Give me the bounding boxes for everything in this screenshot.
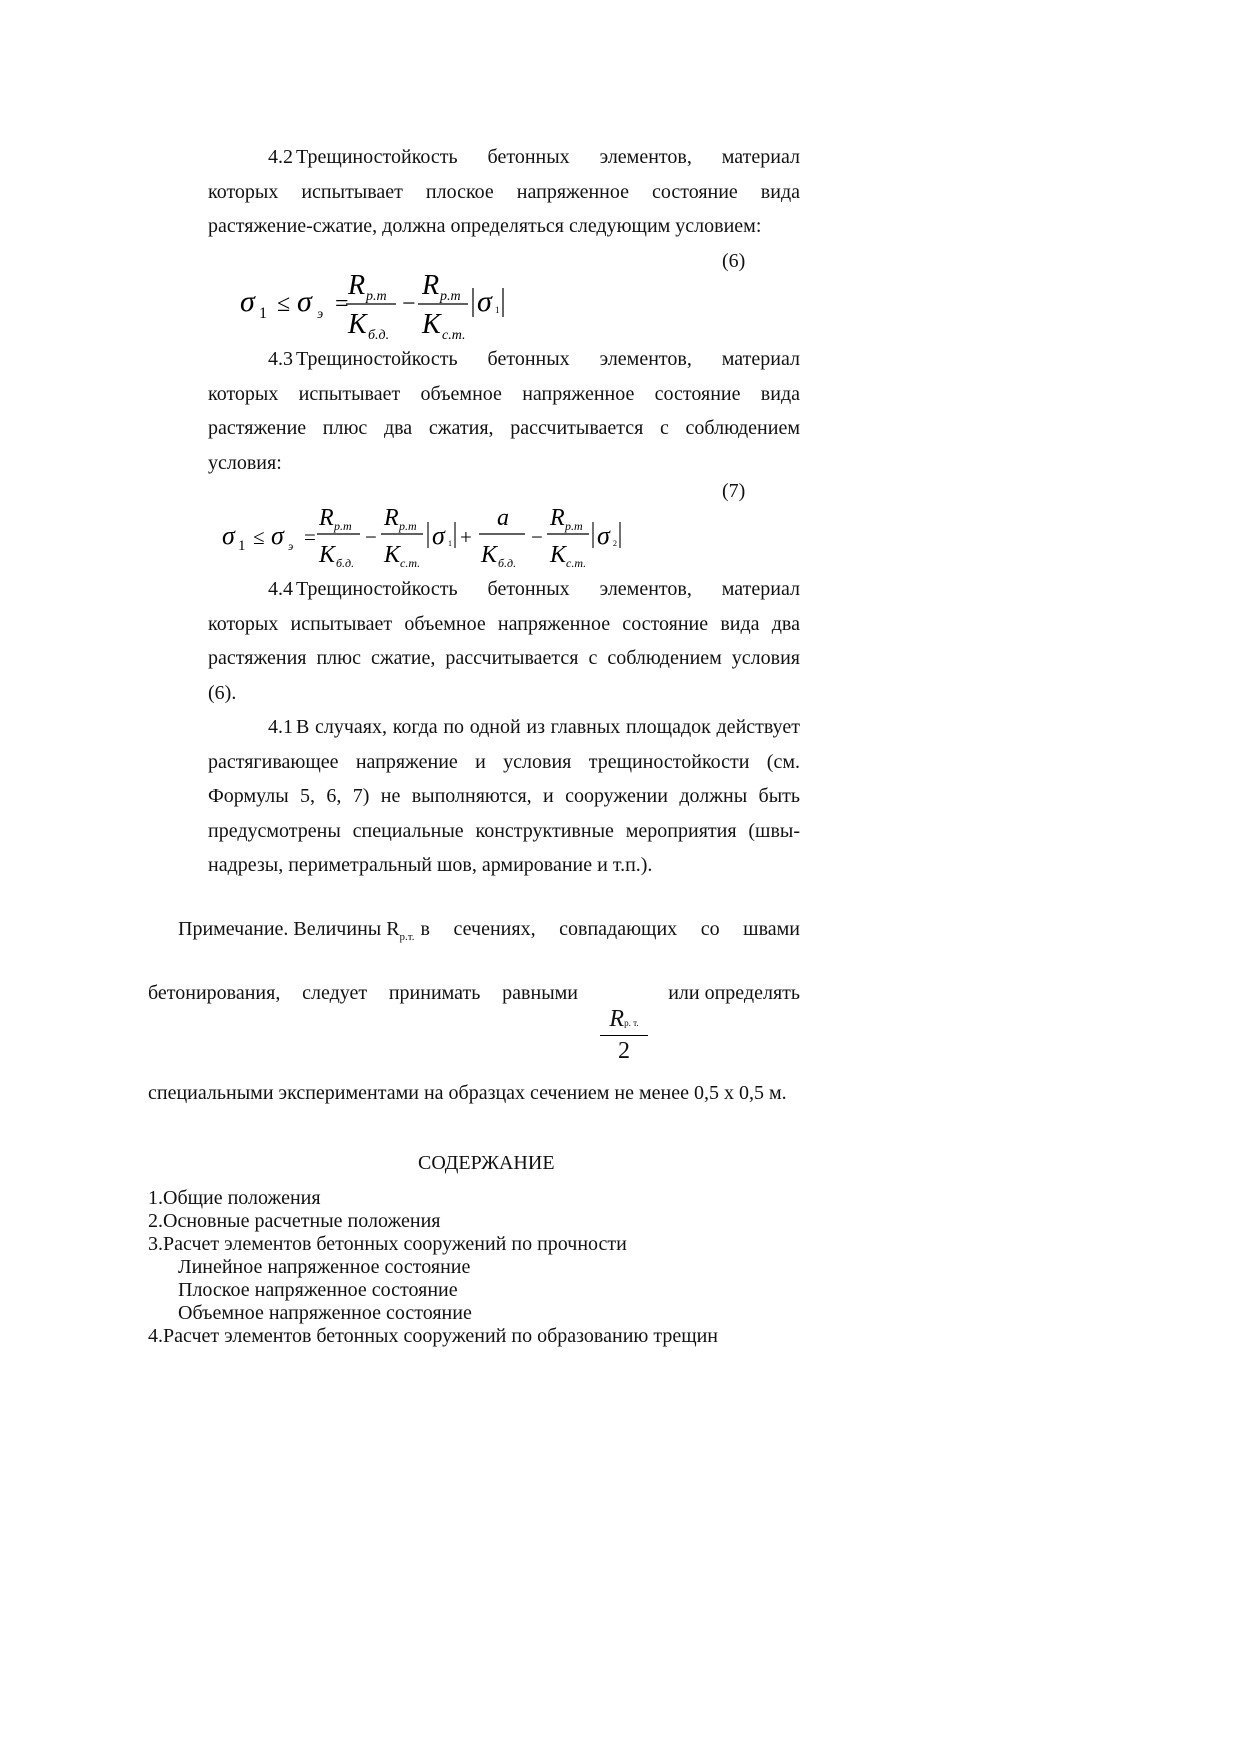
svg-text:K: K	[384, 542, 401, 568]
svg-text:р.т: р.т	[366, 289, 387, 304]
svg-text:σ: σ	[297, 285, 312, 318]
svg-text:≤: ≤	[253, 525, 265, 549]
paragraph-text: Трещиностойкость бетонных элементов, материал которых испытывает плоское напряженное состояние вида растяжение-сжатие, должна определяться следующим условием:	[208, 146, 800, 237]
contents-item[interactable]: 4.Расчет элементов бетонных сооружений по образованию трещин	[148, 1325, 718, 1347]
svg-text:1: 1	[259, 305, 267, 322]
section-number: 4.2	[268, 146, 293, 168]
formula-6	[240, 266, 540, 342]
paragraph-4-4	[208, 572, 800, 710]
svg-text:a: a	[497, 505, 509, 531]
svg-text:б.д.: б.д.	[368, 328, 390, 342]
equation-number: (6)	[722, 250, 746, 272]
svg-text:K: K	[422, 309, 441, 340]
svg-text:R: R	[422, 270, 440, 301]
contents-item[interactable]: 3.Расчет элементов бетонных сооружений по прочности	[148, 1233, 627, 1255]
svg-text:с.т.: с.т.	[566, 556, 587, 570]
svg-text:K: K	[348, 309, 367, 340]
contents-heading: СОДЕРЖАНИЕ	[418, 1152, 555, 1174]
contents-item[interactable]: 1.Общие положения	[148, 1187, 321, 1209]
note-line-2: бетонирования, следует принимать равными или определять	[148, 982, 800, 1004]
svg-text:K: K	[319, 542, 336, 568]
paragraph-text: Трещиностойкость бетонных элементов, материал которых испытывает объемное напряженное состояние вида растяжение плюс два сжатия, рассчитывается с соблюдением условия:	[208, 348, 800, 474]
paragraph-4-1	[208, 710, 800, 883]
sigma-symbol: σ	[240, 285, 255, 318]
svg-text:K: K	[550, 542, 567, 568]
svg-text:≤: ≤	[277, 291, 291, 317]
svg-text:R: R	[348, 270, 366, 301]
svg-text:р.т: р.т	[565, 519, 583, 533]
svg-text:−: −	[402, 291, 416, 317]
note-line-3: специальными экспериментами на образцах сечением не менее 0,5 х 0,5 м.	[148, 1082, 787, 1104]
svg-text:=: =	[304, 525, 316, 549]
note-fraction: Rр. т. 2	[600, 1006, 648, 1066]
svg-text:р.т: р.т	[440, 289, 461, 304]
note-line-1: Примечание. Величины $R_{р.т.}$ в сечениях, совпадающих со швами	[178, 918, 800, 943]
svg-text:R: R	[319, 505, 334, 531]
svg-text:р.т: р.т	[334, 519, 352, 533]
svg-text:σ: σ	[222, 521, 235, 550]
svg-text:σ: σ	[432, 521, 445, 550]
svg-text:R: R	[550, 505, 565, 531]
svg-text:р.т: р.т	[399, 519, 417, 533]
svg-text:1: 1	[495, 305, 500, 315]
contents-subitem[interactable]: Объемное напряженное состояние	[178, 1302, 472, 1324]
svg-text:с.т.: с.т.	[400, 556, 421, 570]
contents-subitem[interactable]: Плоское напряженное состояние	[178, 1279, 458, 1301]
svg-text:2: 2	[613, 539, 617, 548]
svg-text:э: э	[288, 539, 294, 553]
svg-text:−: −	[365, 525, 377, 549]
svg-text:−: −	[531, 525, 543, 549]
svg-text:K: K	[481, 542, 498, 568]
contents-item[interactable]: 2.Основные расчетные положения	[148, 1210, 441, 1232]
formula-7	[222, 500, 642, 572]
svg-text:=: =	[335, 291, 349, 317]
svg-text:1: 1	[238, 538, 246, 554]
svg-text:э: э	[317, 307, 324, 322]
svg-text:σ: σ	[597, 521, 610, 550]
svg-text:б.д.: б.д.	[336, 556, 355, 570]
svg-text:σ: σ	[271, 521, 284, 550]
svg-text:б.д.: б.д.	[498, 556, 517, 570]
svg-text:σ: σ	[477, 285, 492, 318]
svg-text:+: +	[460, 525, 472, 549]
paragraph-text: Трещиностойкость бетонных элементов, материал которых испытывает объемное напряженное состояние вида два растяжения плюс сжатие, рассчитывается с соблюдением условия (6).	[208, 578, 800, 704]
equation-number: (7)	[722, 480, 746, 502]
paragraph-4-2	[208, 140, 800, 244]
contents-list	[148, 1187, 718, 1348]
svg-text:с.т.: с.т.	[442, 328, 466, 342]
section-number: 4.1	[268, 716, 293, 738]
paragraph-4-3	[208, 342, 800, 480]
section-number: 4.4	[268, 578, 293, 600]
paragraph-text: В случаях, когда по одной из главных площадок действует растягивающее напряжение и условия трещиностойкости (см. Формулы 5, 6, 7) не выполняются, и сооружении должны быть предусмотрены специальные конструктивные мероприятия (швы-надрезы, периметральный шов, армирование и т.п.).	[208, 716, 800, 876]
section-number: 4.3	[268, 348, 293, 370]
svg-text:R: R	[384, 505, 399, 531]
svg-text:1: 1	[448, 539, 452, 548]
contents-subitem[interactable]: Линейное напряженное состояние	[178, 1256, 471, 1278]
